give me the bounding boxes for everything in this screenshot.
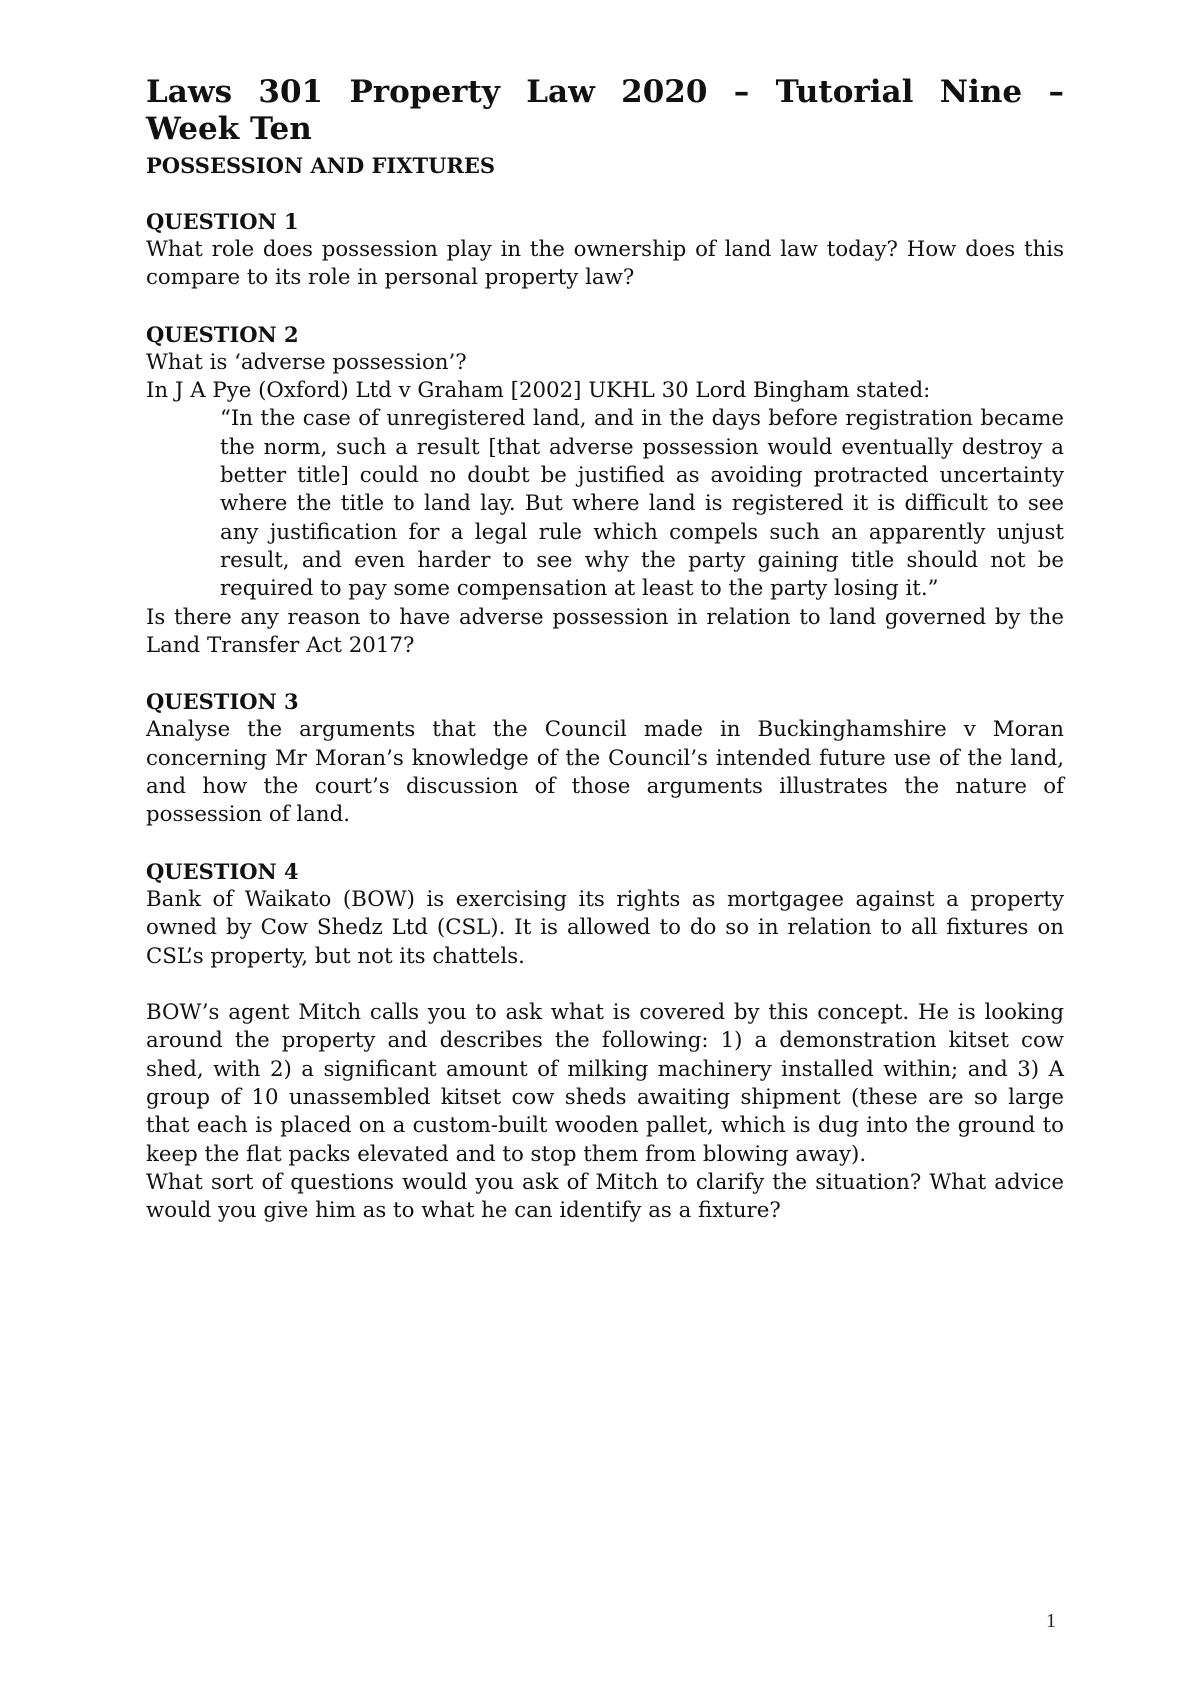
question-1-heading: QUESTION 1 [146, 209, 299, 234]
page-number: 1 [1046, 1610, 1056, 1632]
question-2-citation: In J A Pye (Oxford) Ltd v Graham [2002] UKHL 30 Lord Bingham stated: [146, 378, 931, 404]
question-4-paragraph-1: Bank of Waikato (BOW) is exercising its rights as mortgagee against a property owned by Cow Shedz Ltd (CSL). It is allowed to do so in relation to all fixtures on CSL’s property, but not its chattels. [146, 886, 1064, 969]
question-2-intro: What is ‘adverse possession’? [146, 349, 467, 375]
question-4-section [146, 858, 1064, 1226]
question-1-section [146, 208, 1064, 293]
question-3-text: Analyse the arguments that the Council made in Buckinghamshire v Moran concerning Mr Moran’s knowledge of the Council’s intended future use of the land, and how the court’s discussion of those arguments illustrates the nature of possession of land. [146, 717, 1064, 828]
question-4-heading: QUESTION 4 [146, 858, 299, 884]
document-subtitle: POSSESSION AND FIXTURES [146, 153, 496, 178]
question-2-quote: “In the case of unregistered land, and in the days before registration became the norm, such a result [that adverse possession would eventually destroy a better title] could no doubt be justified as avoiding protracted uncertainty where the title to land lay. But where land is registered it is difficult to see any justification for a legal rule which compels such an apparently unjust result, and even harder to see why the party gaining title should not be required to pay some compensation at least to the party losing it.” [220, 406, 1064, 602]
question-2-section [146, 321, 1064, 660]
question-1-text: What role does possession play in the ownership of land law today? How does this compare to its role in personal property law? [146, 237, 1064, 291]
document-title-line2: Week Ten [146, 111, 312, 147]
question-2-heading: QUESTION 2 [146, 321, 299, 347]
document-page [146, 74, 1064, 1226]
document-title-line1: Laws 301 Property Law 2020 – Tutorial Nine – [146, 74, 1064, 110]
question-3-heading: QUESTION 3 [146, 689, 299, 715]
question-3-section [146, 688, 1064, 829]
question-4-paragraph-2: BOW’s agent Mitch calls you to ask what is covered by this concept. He is looking around the property and describes the following: 1) a demonstration kitset cow shed, with 2) a significant amount of milking machinery installed within; and 3) A group of 10 unassembled kitset cow sheds awaiting shipment (these are so large that each is placed on a custom-built wooden pallet, which is dug into the ground to keep the flat packs elevated and to stop them from blowing away). [146, 1000, 1064, 1167]
question-4-paragraph-3: What sort of questions would you ask of Mitch to clarify the situation? What advice would you give him as to what he can identify as a fixture? [146, 1169, 1064, 1224]
question-2-closing: Is there any reason to have adverse possession in relation to land governed by the Land Transfer Act 2017? [146, 604, 1064, 658]
